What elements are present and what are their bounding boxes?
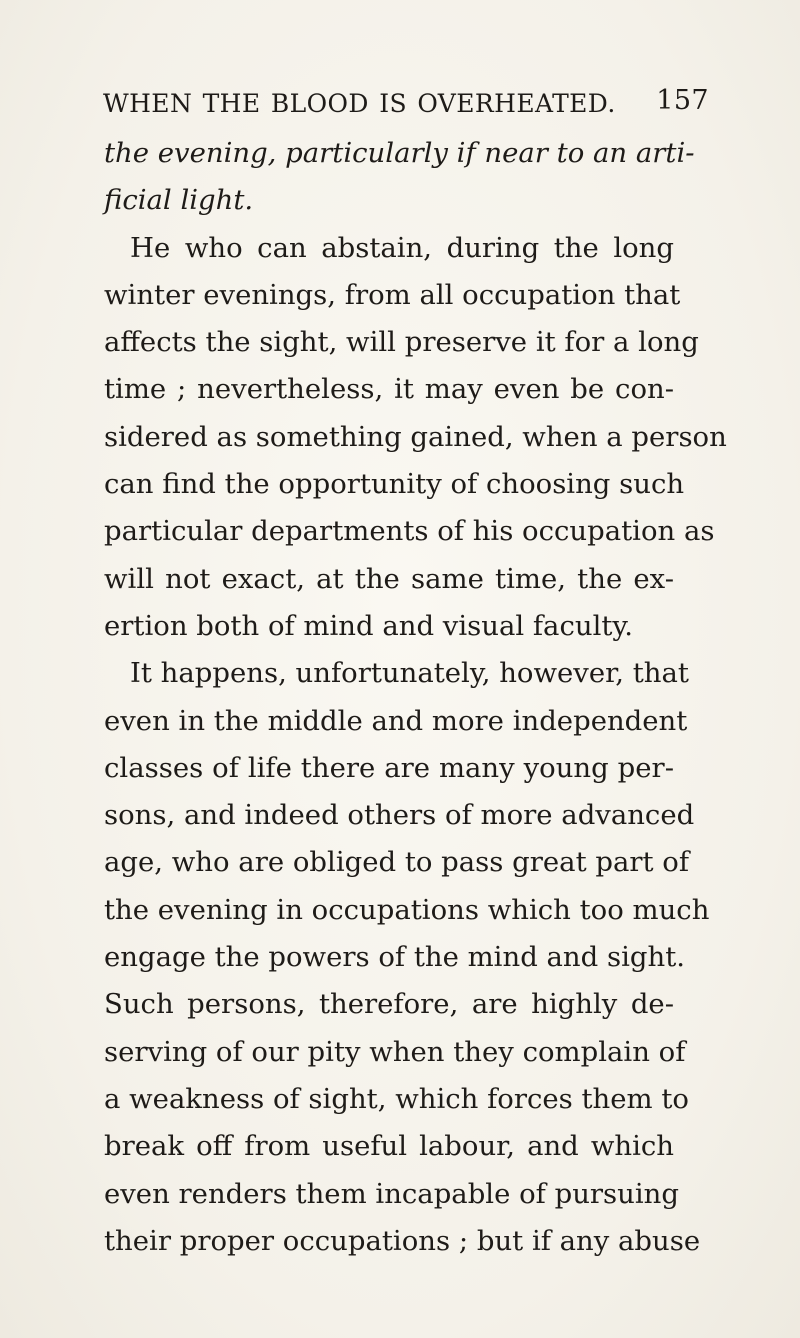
text-line: engage the powers of the mind and sight. [104,941,686,974]
text-line: even renders them incapable of pursuing [104,1177,679,1210]
text-line: classes of life there are many young per- [104,751,674,784]
text-line: time ; nevertheless, it may even be con- [104,373,674,406]
text-line: will not exact, at the same time, the ex- [104,562,674,595]
text-line: ertion both of mind and visual faculty. [104,609,634,642]
running-head [103,85,709,125]
running-title: WHEN THE BLOOD IS OVERHEATED. [103,89,616,118]
text-line: a weakness of sight, which forces them to [104,1082,689,1115]
text-line: their proper occupations ; but if any abuse [104,1224,701,1257]
text-line: ficial light. [104,184,254,217]
text-line: age, who are obliged to pass great part of [104,846,690,879]
text-line: winter evenings, from all occupation that [104,278,681,311]
text-line: even in the middle and more independent [104,704,688,737]
text-line: the evening, particularly if near to an arti- [104,137,695,169]
text-line: It happens, unfortunately, however, that [130,657,689,690]
text-line: sons, and indeed others of more advanced [104,799,695,832]
text-line: Such persons, therefore, are highly de- [104,988,674,1021]
page-number: 157 [656,85,709,116]
text-line: He who can abstain, during the long [130,231,674,264]
text-line: can find the opportunity of choosing such [104,468,685,501]
text-line: the evening in occupations which too much [104,893,710,926]
text-line: affects the sight, will preserve it for a long [104,326,699,359]
body-text [104,130,727,1265]
text-line: sidered as something gained, when a person [104,420,727,453]
text-line: particular departments of his occupation as [104,515,715,548]
text-line: serving of our pity when they complain of [104,1035,686,1068]
text-line: break off from useful labour, and which [104,1130,674,1163]
